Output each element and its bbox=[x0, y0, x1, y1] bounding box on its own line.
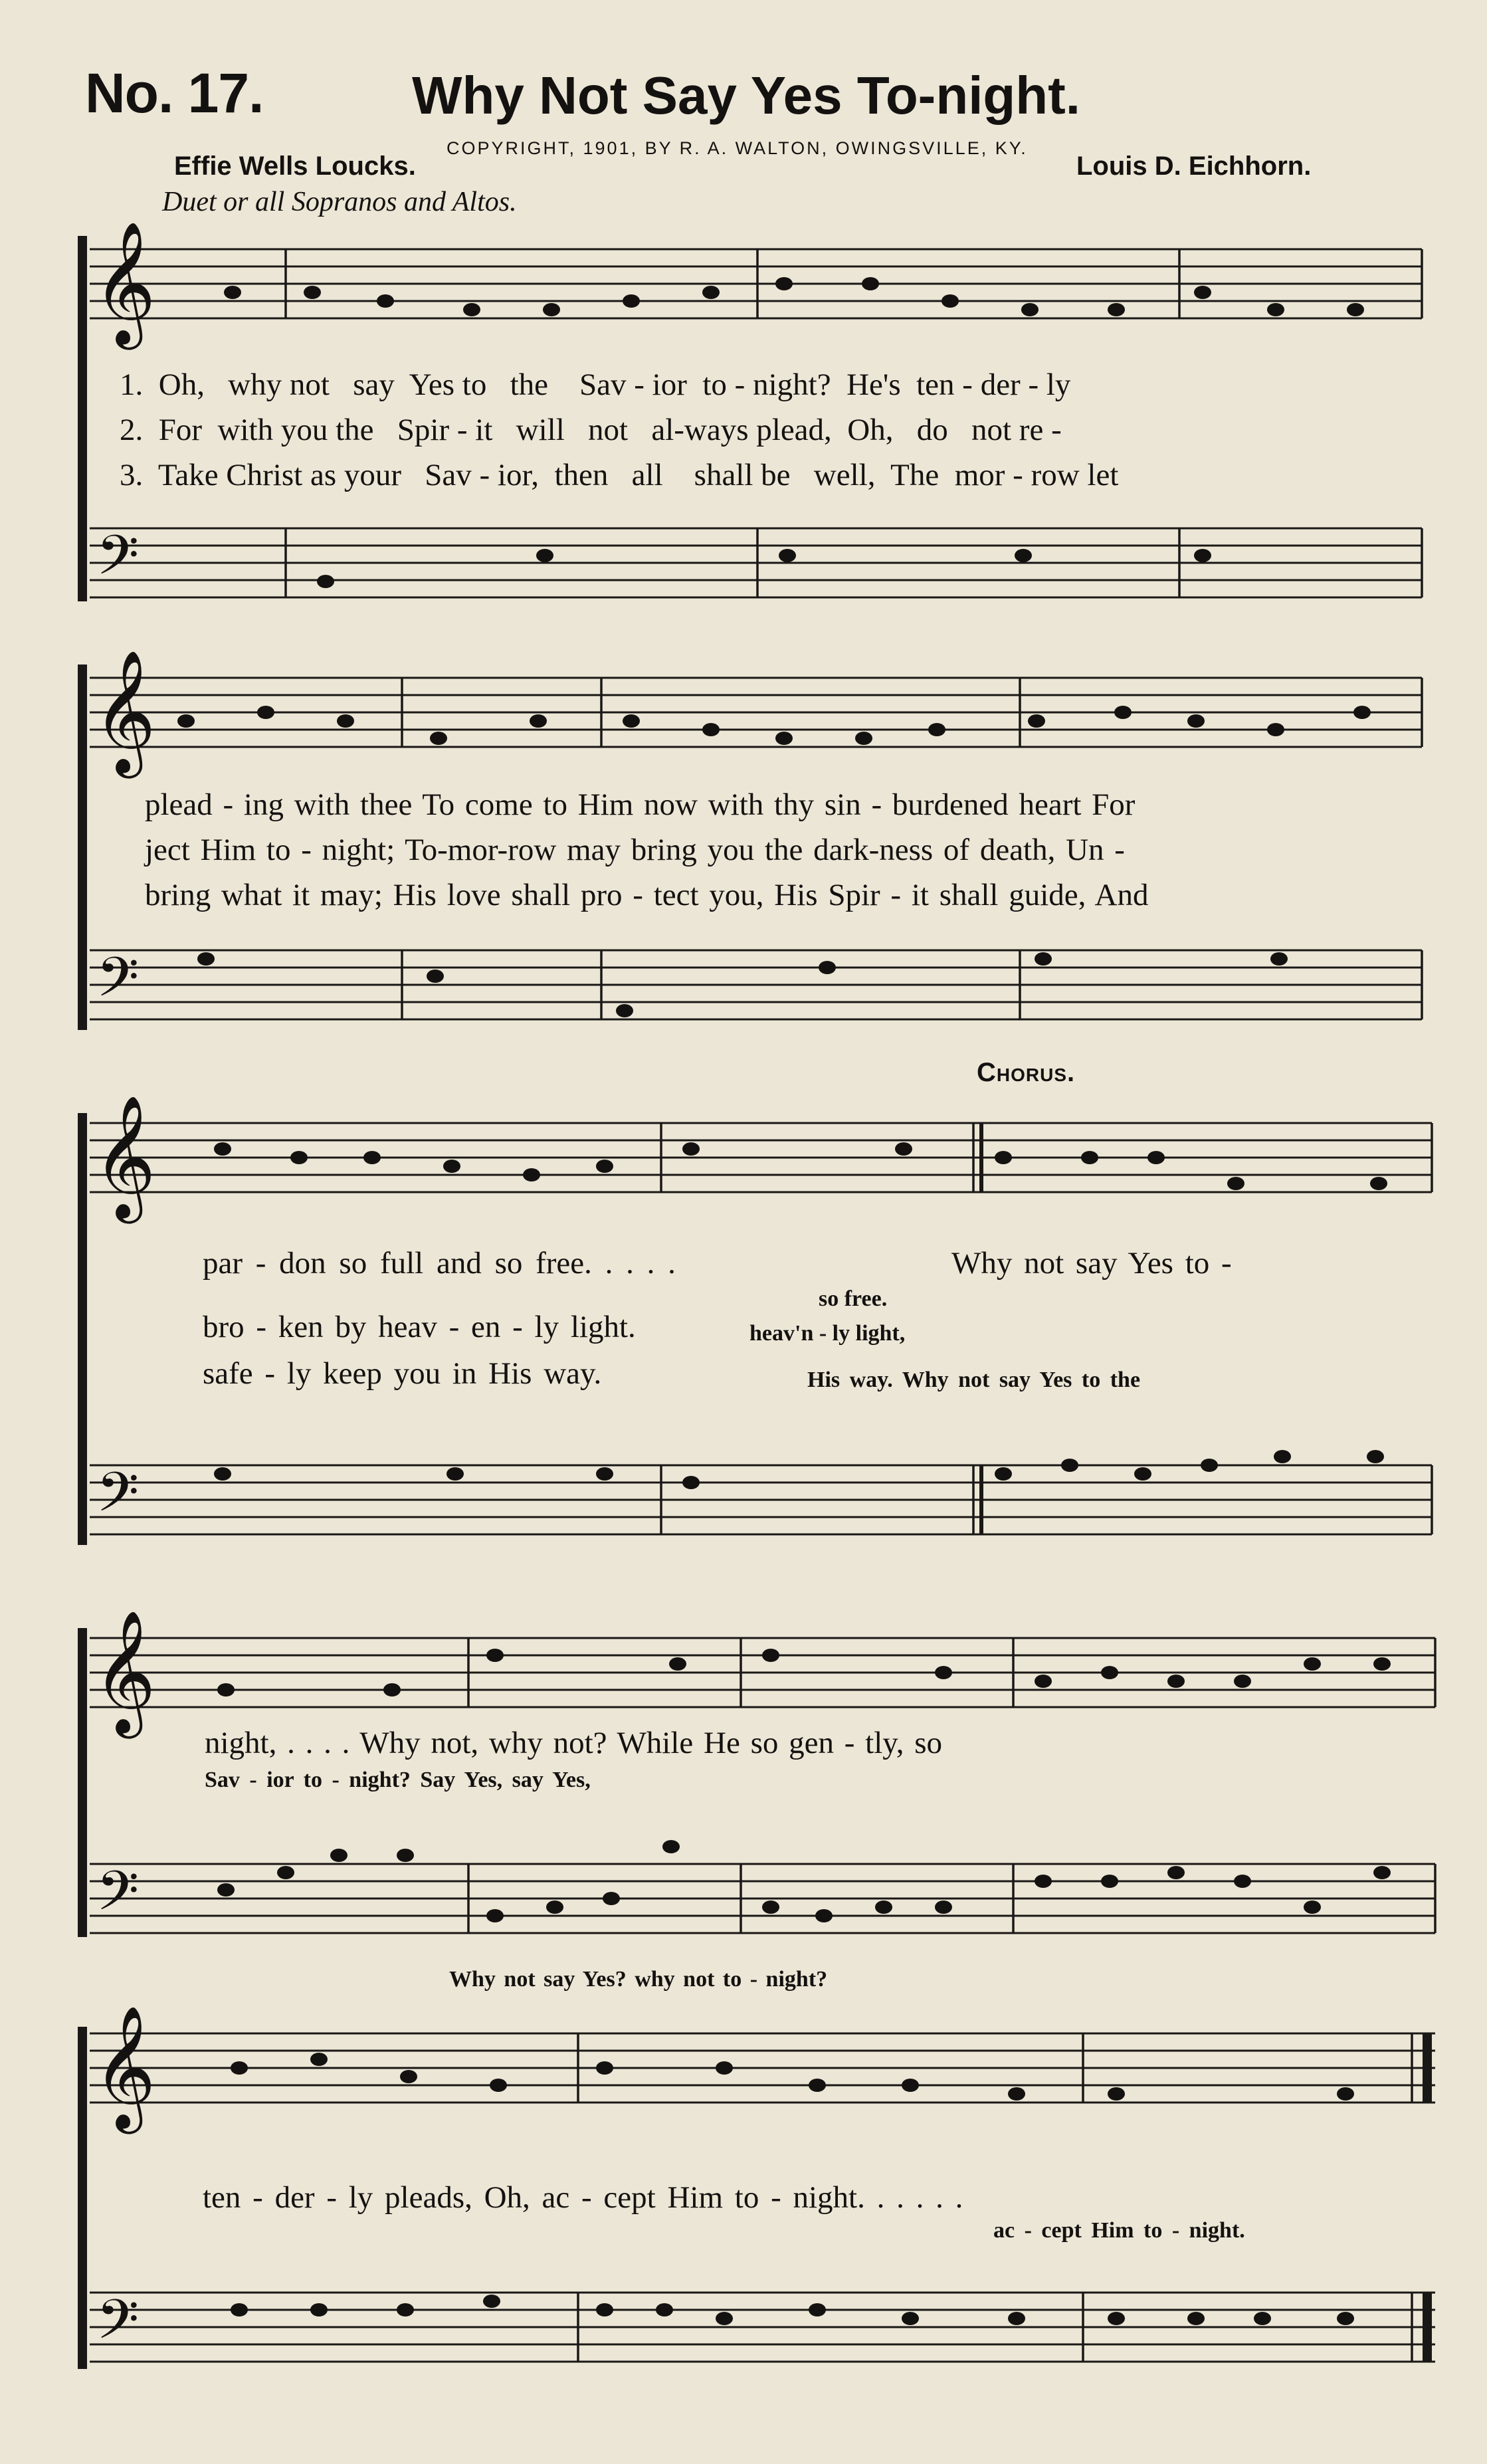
echo-heavenly-light: heav'n - ly light, bbox=[749, 1321, 906, 1346]
verse3-line2: bring what it may; His love shall pro - tect you, His Spir - it shall guide, And bbox=[145, 878, 1149, 912]
system-1 bbox=[82, 220, 1422, 601]
composer-name: Louis D. Eichhorn. bbox=[1076, 152, 1312, 181]
hymn-title: Why Not Say Yes To-night. bbox=[412, 66, 1081, 125]
performance-note: Duet or all Sopranos and Altos. bbox=[162, 187, 517, 217]
svg-text:𝄢: 𝄢 bbox=[96, 945, 140, 1023]
chorus-label: Chorus. bbox=[977, 1058, 1076, 1087]
verse2-line3: bro - ken by heav - en - ly light. bbox=[203, 1310, 636, 1344]
verse2-line2: ject Him to - night; To-mor-row may bring you the dark-ness of death, Un - bbox=[145, 833, 1125, 867]
svg-text:𝄞: 𝄞 bbox=[93, 1609, 156, 1733]
treble-clef: 𝄞 bbox=[93, 220, 156, 344]
svg-text:𝄢: 𝄢 bbox=[96, 2287, 140, 2365]
svg-text:𝄞: 𝄞 bbox=[93, 2004, 156, 2128]
alto-line5: ac - cept Him to - night. bbox=[993, 2218, 1245, 2243]
hymn-number: No. 17. bbox=[85, 62, 264, 124]
treble-staff-1 bbox=[90, 249, 1422, 318]
svg-text:𝄞: 𝄞 bbox=[93, 1094, 156, 1218]
echo-his-way: His way. Why not say Yes to the bbox=[807, 1368, 1141, 1392]
alto-line4: Sav - ior to - night? Say Yes, say Yes, bbox=[205, 1768, 591, 1792]
soprano-line5: ten - der - ly pleads, Oh, ac - cept Him to - night. . . . . . bbox=[203, 2180, 963, 2215]
verse1-line2: plead - ing with thee To come to Him now with thy sin - burdened heart For bbox=[145, 787, 1136, 822]
svg-text:𝄞: 𝄞 bbox=[93, 649, 156, 773]
echo-so-free: so free. bbox=[819, 1286, 888, 1311]
svg-text:𝄢: 𝄢 bbox=[96, 1460, 140, 1538]
chorus-line1: Why not say Yes to - bbox=[951, 1246, 1232, 1281]
bass-line4: Why not say Yes? why not to - night? bbox=[449, 1967, 828, 1992]
verse3-line3: safe - ly keep you in His way. bbox=[203, 1356, 602, 1391]
verse1-line3: par - don so full and so free. . . . . bbox=[203, 1246, 676, 1281]
verse1-line1: 1. Oh, why not say Yes to the Sav - ior to - night? He's ten - der - ly bbox=[120, 367, 1071, 402]
verse3-line1: 3. Take Christ as your Sav - ior, then all shall be well, The mor - row let bbox=[120, 458, 1119, 492]
soprano-line4: night, . . . . Why not, why not? While He so gen - tly, so bbox=[205, 1726, 942, 1760]
bass-clef: 𝄢 bbox=[96, 523, 140, 601]
lyricist-name: Effie Wells Loucks. bbox=[174, 152, 416, 181]
copyright-line: COPYRIGHT, 1901, BY R. A. WALTON, OWINGSVILLE, KY. bbox=[446, 138, 1028, 158]
verse2-line1: 2. For with you the Spir - it will not al-ways plead, Oh, do not re - bbox=[120, 413, 1062, 447]
bass-staff-1 bbox=[90, 528, 1422, 597]
svg-text:𝄢: 𝄢 bbox=[96, 1859, 140, 1936]
